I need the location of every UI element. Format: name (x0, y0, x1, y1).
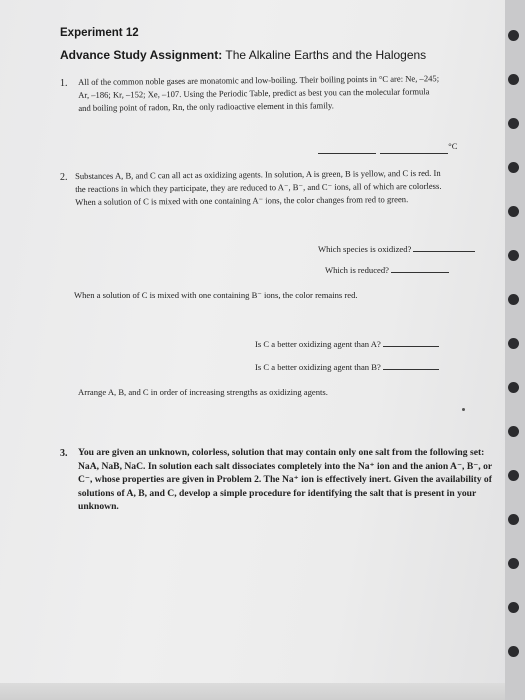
better-than-a-answer-blank[interactable] (383, 346, 439, 347)
binder-hole (508, 118, 519, 129)
better-than-a-label: Is C a better oxidizing agent than A? (255, 339, 381, 349)
binder-hole (508, 250, 519, 261)
page-bottom-edge (0, 683, 507, 700)
binder-hole (508, 162, 519, 173)
better-than-b-answer-blank[interactable] (383, 369, 439, 370)
binder-hole (508, 602, 519, 613)
reduced-question (325, 264, 449, 277)
arrange-instruction: Arrange A, B, and C in order of increasing strengths as oxidizing agents. (78, 387, 328, 397)
reduced-label: Which is reduced? (325, 265, 389, 275)
question-3-text (78, 446, 492, 514)
oxidized-question (318, 243, 475, 256)
binder-hole (508, 470, 519, 481)
question-1-line-1: All of the common noble gases are monatomic and low-boiling. Their boiling points in °C are: Ne, –245; (78, 73, 440, 87)
celsius-unit: °C (448, 141, 458, 151)
oxidized-label: Which species is oxidized? (318, 244, 412, 254)
better-than-a-question (255, 338, 439, 351)
binder-edge (505, 0, 525, 700)
question-2-line-2: the reactions in which they participate, they are reduced to A⁻, B⁻, and C⁻ ions, all of which are colorless. (75, 180, 442, 194)
binder-hole (508, 206, 519, 217)
oxidized-answer-blank[interactable] (413, 251, 475, 252)
question-2-line-1: Substances A, B, and C can all act as oxidizing agents. In solution, A is green, B is yellow, and C is red. In (75, 167, 441, 181)
binder-hole (508, 74, 519, 85)
binder-hole (508, 646, 519, 657)
boiling-point-answer-blank[interactable] (380, 153, 448, 154)
assignment-title-bold: Advance Study Assignment: (60, 48, 223, 62)
question-1-answer-blanks (318, 140, 457, 158)
binder-hole (508, 30, 519, 41)
binder-hole (508, 514, 519, 525)
question-2-number: 2. (60, 172, 68, 183)
question-2-b-statement: When a solution of C is mixed with one containing B⁻ ions, the color remains red. (74, 290, 358, 300)
question-3-line-3: C⁻, whose properties are given in Problem 2. The Na⁺ ion is effectively inert. Given the availability of (78, 474, 492, 485)
binder-hole (508, 338, 519, 349)
assignment-title-rest: The Alkaline Earths and the Halogens (222, 48, 427, 62)
question-3-line-4: solutions of A, B, and C, develop a simple procedure for identifying the salt that is present in your (78, 487, 477, 499)
binder-hole (508, 426, 519, 437)
question-3-number: 3. (60, 448, 68, 459)
binder-hole (508, 558, 519, 569)
question-2-line-3: When a solution of C is mixed with one containing A⁻ ions, the color changes from red to green. (75, 194, 409, 207)
question-1-number: 1. (60, 78, 68, 89)
binder-hole (508, 294, 519, 305)
better-than-b-label: Is C a better oxidizing agent than B? (255, 362, 381, 372)
formula-answer-blank[interactable] (318, 153, 376, 154)
question-3-line-1: You are given an unknown, colorless, solution that may contain only one salt from the following set: (78, 447, 485, 458)
question-1-line-2: Ar, –186; Kr, –152; Xe, –107. Using the Periodic Table, predict as best you can the molecular formula (78, 86, 430, 100)
stray-mark (462, 408, 465, 411)
question-3-line-5: unknown. (78, 501, 119, 512)
reduced-answer-blank[interactable] (391, 272, 449, 273)
question-1-line-3: and boiling point of radon, Rn, the only radioactive element in this family. (78, 100, 334, 113)
question-3-line-2: NaA, NaB, NaC. In solution each salt dissociates completely into the Na⁺ ion and the anion A⁻, B⁻, or (78, 460, 493, 472)
assignment-title (60, 48, 426, 62)
question-2-text (75, 167, 442, 209)
binder-hole (508, 382, 519, 393)
question-1-text (78, 72, 439, 115)
better-than-b-question (255, 361, 439, 374)
experiment-heading: Experiment 12 (60, 27, 139, 39)
